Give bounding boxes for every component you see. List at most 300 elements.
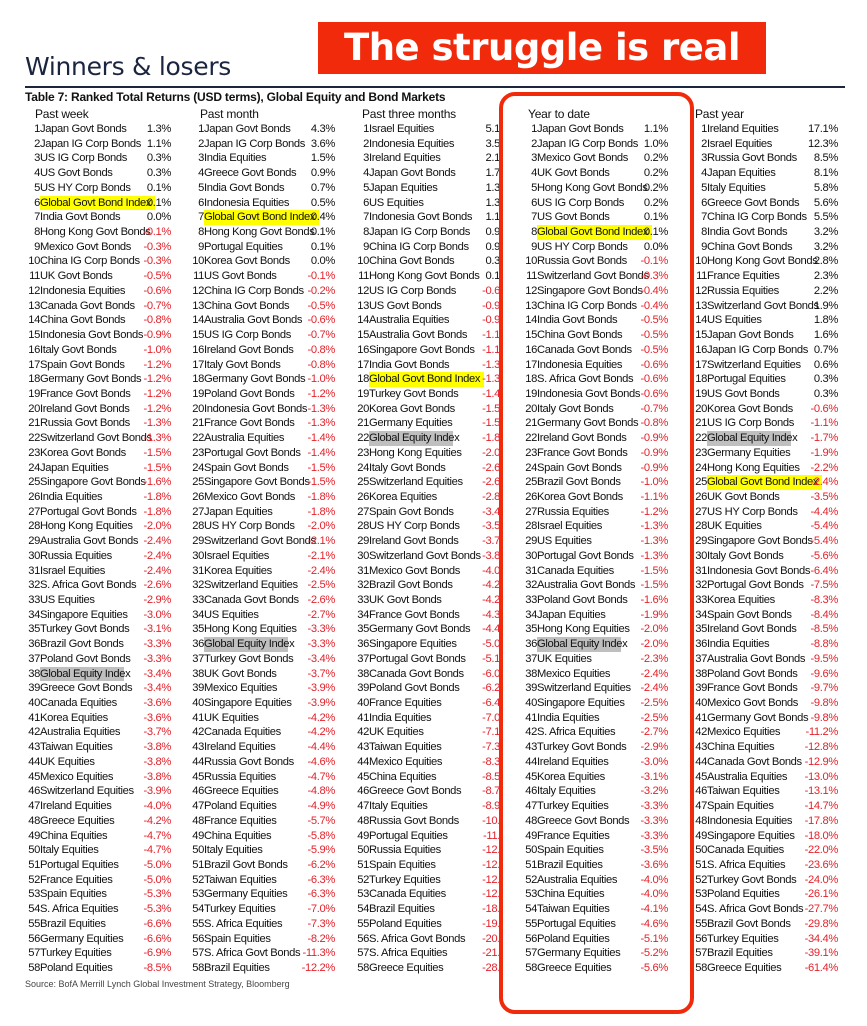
market-name: Switzerland Govt Bonds (707, 299, 819, 312)
return-value: -7.0% (307, 903, 335, 916)
return-value: 0.1% (146, 196, 171, 209)
market-name: UK Equities (40, 755, 95, 768)
rank-number: 45 (525, 770, 537, 783)
header-year-to-date: Year to date (528, 107, 590, 121)
market-name: India Govt Bonds (369, 358, 450, 371)
return-value: 3.5 (485, 137, 500, 150)
return-value: -3.9% (143, 785, 171, 798)
market-name: Singapore Govt Bonds (707, 535, 813, 548)
market-name: India Equities (369, 711, 432, 724)
rank-number: 35 (695, 623, 707, 636)
table-row (337, 269, 505, 284)
market-name: Turkey Govt Bonds (40, 623, 130, 636)
return-value: -1.4% (307, 446, 335, 459)
table-row (675, 475, 843, 490)
rank-number: 58 (28, 961, 40, 974)
table-row (172, 505, 340, 520)
rank-number: 4 (34, 167, 40, 180)
rank-number: 37 (192, 652, 204, 665)
return-value: -0.6% (307, 314, 335, 327)
return-value: -7.3 (482, 741, 500, 754)
return-value: 12.3% (808, 137, 838, 150)
table-row (337, 711, 505, 726)
table-row (172, 740, 340, 755)
rank-number: 33 (525, 594, 537, 606)
rank-number: 54 (28, 903, 40, 916)
return-value: 0.7% (310, 181, 335, 194)
market-name: Mexico Equities (537, 667, 611, 680)
market-name: Germany Equities (204, 888, 288, 901)
table-row (8, 667, 176, 682)
market-name: Russia Govt Bonds (369, 814, 459, 827)
market-name: Spain Equities (707, 800, 774, 813)
rank-number: 42 (525, 726, 537, 739)
table-row (337, 372, 505, 387)
rank-number: 38 (192, 667, 204, 680)
return-value: 8.1% (813, 167, 838, 180)
table-row (337, 637, 505, 652)
rank-number: 34 (695, 608, 707, 621)
return-value: -3.1% (640, 770, 668, 783)
market-name: Germany Govt Bonds (537, 417, 639, 430)
rank-number: 1 (701, 123, 707, 135)
return-value: -11.2% (805, 726, 838, 739)
market-name: France Govt Bonds (40, 387, 131, 400)
market-name: Germany Govt Bonds (204, 373, 306, 386)
return-value: 0.3 (485, 255, 500, 268)
return-value: -1.5% (307, 476, 335, 489)
rank-number: 36 (695, 638, 707, 651)
table-row (172, 269, 340, 284)
return-value: -0.8% (143, 314, 171, 327)
return-value: -19. (482, 917, 500, 930)
table-row (675, 829, 843, 844)
table-row (8, 254, 176, 269)
table-row (675, 210, 843, 225)
table-row (337, 254, 505, 269)
return-value: -1.1% (640, 490, 668, 503)
market-name: Singapore Equities (707, 829, 795, 842)
return-value: -61.4% (804, 961, 838, 974)
market-name: Canada Govt Bonds (369, 667, 464, 680)
rank-number: 4 (363, 167, 369, 180)
return-value: -1.3% (143, 417, 171, 430)
return-value: -10. (482, 814, 500, 827)
return-value: -5.6% (640, 961, 668, 974)
rank-number: 22 (192, 432, 204, 445)
market-name: France Equities (369, 697, 442, 710)
rank-number: 20 (357, 402, 369, 415)
return-value: -13.0% (804, 770, 838, 783)
market-name: Israel Equities (204, 549, 270, 562)
market-name: US Equities (369, 196, 424, 209)
rank-number: 28 (525, 520, 537, 533)
table-row (8, 225, 176, 240)
table-row (505, 225, 673, 240)
return-value: 0.2% (643, 167, 668, 180)
market-name: Japan IG Corp Bonds (40, 137, 141, 150)
rank-number: 13 (192, 299, 204, 312)
rank-number: 40 (28, 697, 40, 710)
rank-number: 45 (192, 770, 204, 783)
market-name: Australia Equities (40, 726, 121, 739)
rank-number: 29 (525, 535, 537, 548)
rank-number: 32 (525, 579, 537, 592)
rank-number: 12 (695, 284, 707, 297)
rank-number: 14 (695, 314, 707, 327)
market-name: Russia Govt Bonds (204, 755, 294, 768)
market-name: Singapore Govt Bonds (204, 476, 310, 489)
return-value: -0.9% (640, 461, 668, 474)
table-row (172, 122, 340, 137)
rank-number: 3 (531, 152, 537, 165)
table-row (337, 652, 505, 667)
market-name: Ireland Equities (369, 152, 441, 165)
rank-number: 14 (525, 314, 537, 327)
return-value: -4.3 (482, 608, 500, 621)
market-name: France Govt Bonds (204, 417, 295, 430)
return-value: -34.4% (804, 932, 838, 945)
rank-number: 50 (28, 844, 40, 857)
rank-number: 9 (701, 240, 707, 253)
rank-number: 27 (28, 505, 40, 518)
table-row (505, 946, 673, 961)
return-value: -3.4% (143, 682, 171, 695)
return-value: -4.0 (482, 564, 500, 577)
market-name: Portugal Equities (204, 240, 283, 253)
table-row (505, 637, 673, 652)
market-name: Taiwan Equities (40, 741, 113, 754)
market-name: Brazil Equities (40, 917, 106, 930)
table-row (505, 416, 673, 431)
rank-number: 30 (525, 549, 537, 562)
rank-number: 8 (363, 226, 369, 239)
market-name: Italy Govt Bonds (40, 343, 117, 356)
rank-number: 8 (701, 226, 707, 239)
rank-number: 44 (695, 755, 707, 768)
market-name: Taiwan Equities (707, 785, 780, 798)
return-value: -8.9 (482, 800, 500, 813)
market-name: S. Africa Equities (40, 903, 119, 916)
market-name: Brazil Equities (369, 903, 435, 916)
rank-number: 40 (695, 697, 707, 710)
return-value: -4.2% (307, 726, 335, 739)
market-name: China Equities (204, 829, 272, 842)
table-row (172, 799, 340, 814)
column-past-week (8, 122, 176, 976)
table-row (675, 696, 843, 711)
rank-number: 36 (525, 638, 537, 651)
rank-number: 51 (525, 858, 537, 871)
return-value: -1.2% (143, 373, 171, 386)
market-name: Mexico Equities (707, 726, 781, 739)
return-value: -7.1 (482, 726, 500, 739)
rank-number: 48 (525, 814, 537, 827)
rank-number: 36 (28, 638, 40, 651)
return-value: -12.2% (301, 961, 335, 974)
return-value: 1.9% (813, 299, 838, 312)
return-value: -4.2 (482, 579, 500, 592)
table-row (337, 770, 505, 785)
rank-number: 25 (357, 476, 369, 489)
headline-banner: The struggle is real (318, 22, 766, 74)
return-value: -3.9% (307, 682, 335, 695)
table-row (8, 475, 176, 490)
table-row (505, 711, 673, 726)
return-value: -5.0% (143, 858, 171, 871)
table-row (675, 799, 843, 814)
market-name: Australia Equities (204, 432, 285, 445)
table-row (675, 725, 843, 740)
rank-number: 9 (34, 240, 40, 253)
market-name: Hong Kong Equities (537, 623, 630, 636)
table-row (8, 299, 176, 314)
rank-number: 11 (358, 270, 369, 283)
market-name: Italy Govt Bonds (707, 549, 784, 562)
rank-number: 15 (525, 329, 537, 342)
return-value: -24.0% (804, 873, 838, 886)
market-name: Hong Kong Govt Bonds (204, 226, 315, 239)
rank-number: 10 (28, 255, 40, 268)
table-row (337, 519, 505, 534)
return-value: -22.0% (804, 844, 838, 857)
return-value: -1.6% (640, 594, 668, 606)
table-row (337, 902, 505, 917)
table-row (675, 519, 843, 534)
market-name: Singapore Govt Bonds (537, 284, 643, 297)
market-name: Global Equity Index (369, 432, 460, 445)
market-name: Indonesia Govt Bonds (537, 387, 641, 400)
market-name: Hong Kong Govt Bonds (369, 270, 480, 283)
table-row (505, 240, 673, 255)
return-value: -5.9% (307, 844, 335, 857)
table-row (505, 608, 673, 623)
return-value: -1.9% (640, 608, 668, 621)
return-value: -6.2 (482, 682, 500, 695)
rank-number: 23 (28, 446, 40, 459)
table-row (172, 299, 340, 314)
table-row (337, 196, 505, 211)
table-row (337, 534, 505, 549)
table-row (675, 505, 843, 520)
table-row (172, 858, 340, 873)
table-row (505, 961, 673, 976)
market-name: Canada Govt Bonds (707, 755, 802, 768)
return-value: 0.0% (146, 211, 171, 224)
table-row (675, 814, 843, 829)
market-name: Germany Equities (40, 932, 124, 945)
market-name: China Govt Bonds (537, 329, 623, 342)
rank-number: 37 (695, 652, 707, 665)
table-row (172, 637, 340, 652)
table-row (505, 151, 673, 166)
market-name: Ireland Govt Bonds (369, 535, 459, 548)
table-row (172, 534, 340, 549)
return-value: 1.3 (485, 196, 500, 209)
rank-number: 5 (531, 181, 537, 194)
market-name: Indonesia Govt Bonds (204, 402, 308, 415)
return-value: -6.6% (143, 917, 171, 930)
return-value: -0.9% (640, 432, 668, 445)
return-value: -2.7% (640, 726, 668, 739)
market-name: France Govt Bonds (369, 608, 460, 621)
market-name: Global Equity Index (40, 667, 131, 680)
rank-number: 58 (357, 961, 369, 974)
rank-number: 39 (695, 682, 707, 695)
market-name: Ireland Govt Bonds (204, 343, 294, 356)
table-row (675, 446, 843, 461)
rank-number: 44 (525, 755, 537, 768)
return-value: 5.5% (813, 211, 838, 224)
rank-number: 52 (28, 873, 40, 886)
return-value: -1.3 (482, 358, 500, 371)
market-name: UK Govt Bonds (40, 270, 113, 283)
table-row (675, 887, 843, 902)
table-row (675, 490, 843, 505)
rank-number: 34 (28, 608, 40, 621)
return-value: -0.1% (640, 255, 668, 268)
rank-number: 50 (525, 844, 537, 857)
return-value: -5.0 (482, 638, 500, 651)
return-value: -6.6% (143, 932, 171, 945)
table-row (675, 166, 843, 181)
market-name: Poland Equities (707, 888, 780, 901)
return-value: -1.6% (143, 476, 171, 489)
return-value: -3.0% (143, 608, 171, 621)
table-row (675, 593, 843, 608)
rank-number: 31 (28, 564, 40, 577)
rank-number: 35 (192, 623, 204, 636)
market-name: India Equities (537, 711, 600, 724)
return-value: -2.9% (143, 594, 171, 606)
return-value: -0.1% (307, 270, 335, 283)
rank-number: 33 (28, 594, 40, 606)
rank-number: 22 (695, 432, 707, 445)
rank-number: 55 (192, 917, 204, 930)
return-value: -1.3% (640, 549, 668, 562)
market-name: France Equities (707, 270, 780, 283)
market-name: US Govt Bonds (707, 387, 780, 400)
market-name: UK Govt Bonds (369, 594, 442, 606)
rank-number: 33 (357, 594, 369, 606)
table-row (505, 313, 673, 328)
table-row (675, 608, 843, 623)
return-value: -2.0 (482, 446, 500, 459)
table-row (675, 917, 843, 932)
return-value: 3.6% (310, 137, 335, 150)
market-name: Spain Govt Bonds (204, 461, 289, 474)
return-value: -0.5% (640, 329, 668, 342)
return-value: -6.4% (810, 564, 838, 577)
rank-number: 45 (357, 770, 369, 783)
table-row (172, 284, 340, 299)
market-name: Indonesia Equities (204, 196, 290, 209)
return-value: 0.3% (146, 167, 171, 180)
rank-number: 52 (695, 873, 707, 886)
market-name: Taiwan Equities (369, 741, 442, 754)
return-value: 2.2% (813, 284, 838, 297)
rank-number: 27 (525, 505, 537, 518)
market-name: UK Govt Bonds (537, 167, 610, 180)
market-name: Israel Equities (369, 123, 435, 135)
rank-number: 27 (357, 505, 369, 518)
rank-number: 28 (357, 520, 369, 533)
return-value: -4.7% (143, 844, 171, 857)
market-name: Hong Kong Govt Bonds (537, 181, 648, 194)
table-row (8, 770, 176, 785)
table-row (337, 313, 505, 328)
return-value: 1.5% (310, 152, 335, 165)
return-value: -5.3% (143, 903, 171, 916)
table-row (675, 328, 843, 343)
market-name: China Equities (707, 741, 775, 754)
return-value: -13.1% (804, 785, 838, 798)
rank-number: 41 (525, 711, 537, 724)
rank-number: 49 (695, 829, 707, 842)
table-row (337, 181, 505, 196)
table-row (172, 829, 340, 844)
return-value: 0.3% (813, 387, 838, 400)
market-name: US IG Corp Bonds (537, 196, 625, 209)
rank-number: 49 (192, 829, 204, 842)
table-row (8, 166, 176, 181)
rank-number: 53 (192, 888, 204, 901)
market-name: US Equities (40, 594, 95, 606)
rank-number: 17 (192, 358, 204, 371)
rank-number: 46 (357, 785, 369, 798)
table-row (675, 902, 843, 917)
table-row (172, 564, 340, 579)
table-row (505, 740, 673, 755)
return-value: -9.8% (810, 711, 838, 724)
table-row (172, 402, 340, 417)
rank-number: 23 (695, 446, 707, 459)
table-row (172, 725, 340, 740)
rank-number: 41 (695, 711, 707, 724)
market-name: Poland Govt Bonds (707, 667, 798, 680)
rank-number: 19 (28, 387, 40, 400)
return-value: -4.6% (307, 755, 335, 768)
market-name: Germany Equities (537, 947, 621, 960)
rank-number: 55 (28, 917, 40, 930)
table-row (675, 313, 843, 328)
return-value: 0.3% (146, 152, 171, 165)
table-row (675, 873, 843, 888)
return-value: -4.8% (307, 785, 335, 798)
rank-number: 24 (28, 461, 40, 474)
market-name: Australia Equities (369, 314, 450, 327)
rank-number: 57 (695, 947, 707, 960)
market-name: Global Govt Bond Index (369, 372, 484, 387)
market-name: Portugal Govt Bonds (40, 505, 137, 518)
return-value: -1.8 (482, 432, 500, 445)
table-row (505, 299, 673, 314)
market-name: Korea Equities (40, 711, 108, 724)
return-value: -2.5% (307, 579, 335, 592)
table-row (8, 313, 176, 328)
rank-number: 4 (701, 167, 707, 180)
market-name: Canada Equities (204, 726, 281, 739)
market-name: Japan Equities (369, 181, 438, 194)
rank-number: 49 (357, 829, 369, 842)
return-value: -6.2% (307, 858, 335, 871)
rank-number: 39 (525, 682, 537, 695)
rank-number: 2 (701, 137, 707, 150)
return-value: -3.7 (482, 535, 500, 548)
rank-number: 26 (357, 490, 369, 503)
rank-number: 31 (192, 564, 204, 577)
table-row (337, 593, 505, 608)
